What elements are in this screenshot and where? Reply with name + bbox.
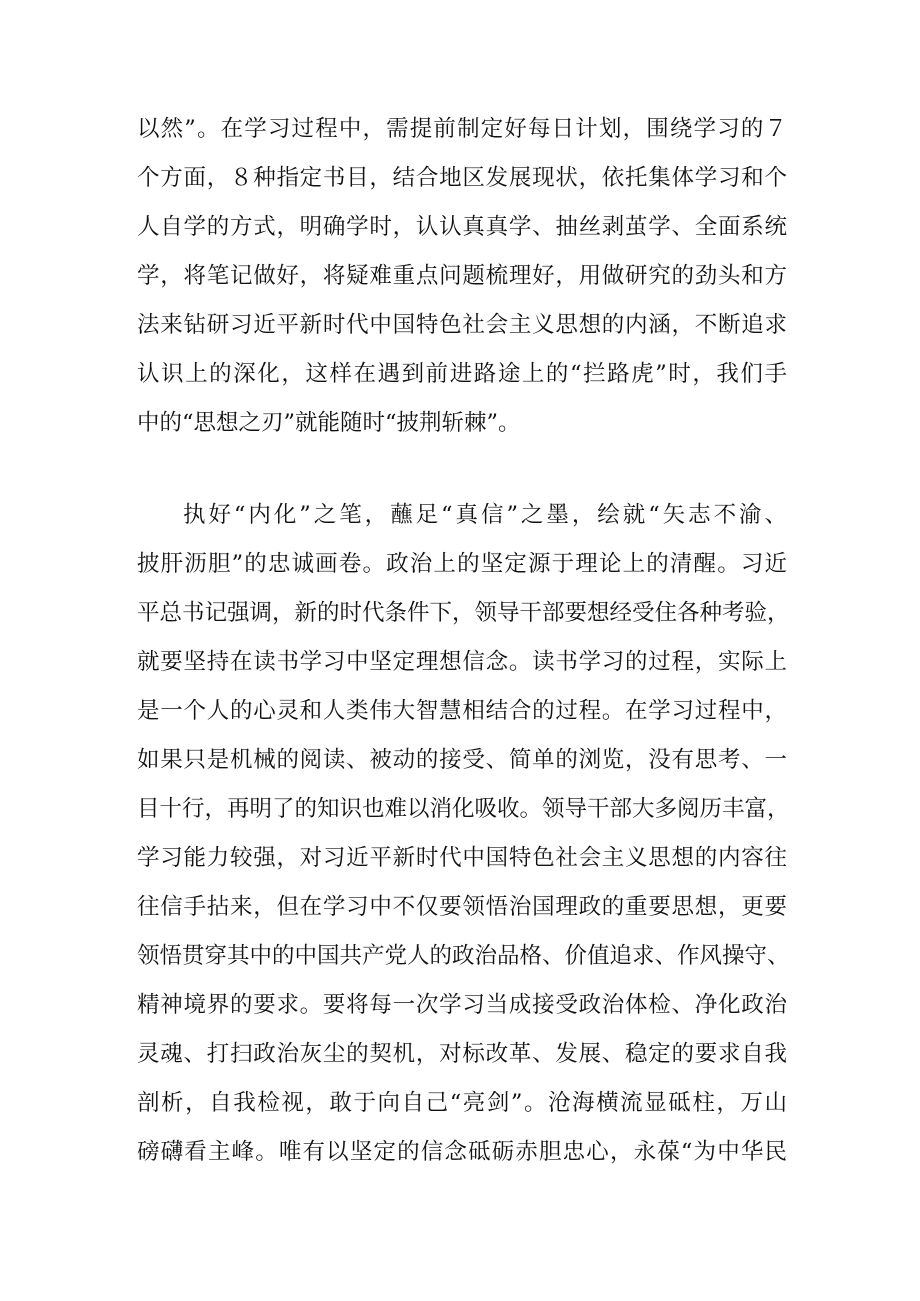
paragraph-2-line-11: 精神境界的要求。要将每一次学习当成接受政治体检、净化政治	[137, 992, 787, 1018]
paragraph-1-line-4: 学，将笔记做好，将疑难重点问题梳理好，用做研究的劲头和方	[137, 263, 787, 289]
paragraph-2-line-12: 灵魂、打扫政治灰尘的契机，对标改革、发展、稳定的要求自我	[137, 1041, 787, 1067]
paragraph-2-line-14: 磅礴看主峰。唯有以坚定的信念砥砺赤胆忠心，永葆“为中华民	[137, 1139, 787, 1165]
paragraph-2-line-1: 执好“内化”之笔，蘸足“真信”之墨，绘就“矢志不渝、	[183, 502, 787, 528]
paragraph-2-line-8: 学习能力较强，对习近平新时代中国特色社会主义思想的内容往	[137, 845, 787, 871]
paragraph-1-line-3: 人自学的方式，明确学时，认认真真学、抽丝剥茧学、全面系统	[137, 214, 787, 240]
paragraph-1-line-1: 以然”。在学习过程中，需提前制定好每日计划，围绕学习的７	[137, 116, 787, 142]
paragraph-2-line-5: 是一个人的心灵和人类伟大智慧相结合的过程。在学习过程中，	[137, 698, 787, 724]
paragraph-1-line-2: 个方面，８种指定书目，结合地区发展现状，依托集体学习和个	[137, 165, 787, 191]
paragraph-2-line-4: 就要坚持在读书学习中坚定理想信念。读书学习的过程，实际上	[137, 649, 787, 675]
paragraph-2-line-9: 往信手拈来，但在学习中不仅要领悟治国理政的重要思想，更要	[137, 894, 787, 920]
paragraph-2-line-2: 披肝沥胆”的忠诚画卷。政治上的坚定源于理论上的清醒。习近	[137, 551, 787, 577]
paragraph-1-line-6: 认识上的深化，这样在遇到前进路途上的“拦路虎”时，我们手	[137, 361, 787, 387]
paragraph-2-line-10: 领悟贯穿其中的中国共产党人的政治品格、价值追求、作风操守、	[137, 943, 790, 969]
paragraph-1-line-5: 法来钻研习近平新时代中国特色社会主义思想的内涵，不断追求	[137, 312, 787, 338]
paragraph-2-line-3: 平总书记强调，新的时代条件下，领导干部要想经受住各种考验，	[137, 600, 790, 626]
paragraph-2-line-7: 目十行，再明了的知识也难以消化吸收。领导干部大多阅历丰富，	[137, 796, 790, 822]
paragraph-2-line-13: 剖析，自我检视，敢于向自己“亮剑”。沧海横流显砥柱，万山	[137, 1090, 787, 1116]
paragraph-1-line-7: 中的“思想之刃”就能随时“披荆斩棘”。	[137, 410, 521, 436]
paragraph-2-line-6: 如果只是机械的阅读、被动的接受、简单的浏览，没有思考、一	[137, 747, 787, 773]
